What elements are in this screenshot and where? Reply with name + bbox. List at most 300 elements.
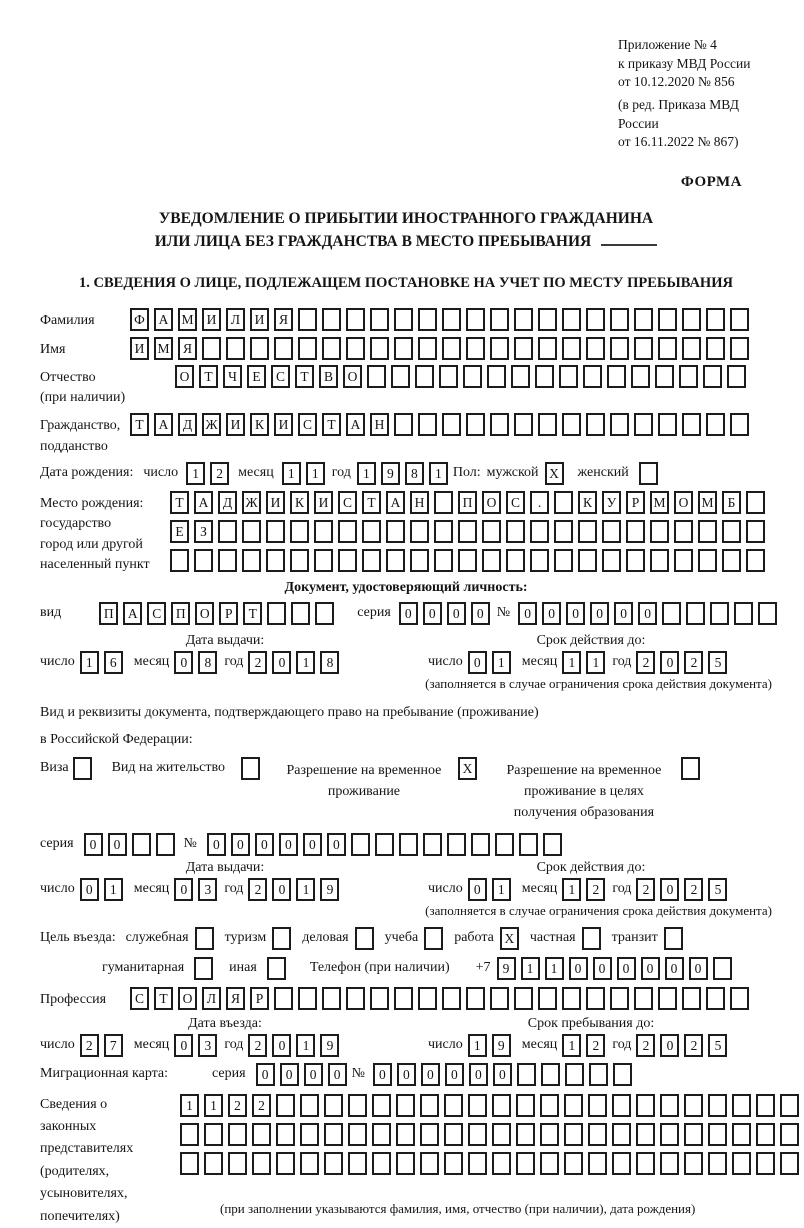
char-box[interactable] <box>602 520 621 543</box>
char-box[interactable]: 3 <box>198 1034 217 1057</box>
char-box[interactable] <box>370 337 389 360</box>
char-box[interactable] <box>636 1152 655 1175</box>
char-box[interactable] <box>682 308 701 331</box>
char-box[interactable] <box>516 1152 535 1175</box>
char-box[interactable] <box>511 365 530 388</box>
char-box[interactable]: П <box>458 491 477 514</box>
char-box[interactable] <box>602 549 621 572</box>
char-box[interactable] <box>514 413 533 436</box>
char-box[interactable] <box>730 308 749 331</box>
char-box[interactable] <box>516 1123 535 1146</box>
char-box[interactable] <box>415 365 434 388</box>
char-box[interactable] <box>367 365 386 388</box>
char-box[interactable]: 0 <box>84 833 103 856</box>
char-box[interactable]: 1 <box>296 1034 315 1057</box>
char-box[interactable] <box>482 549 501 572</box>
purpose-tourism-checkbox[interactable] <box>272 927 291 950</box>
char-box[interactable]: 0 <box>569 957 588 980</box>
char-box[interactable]: 0 <box>303 833 322 856</box>
char-box[interactable] <box>636 1123 655 1146</box>
char-box[interactable] <box>543 833 562 856</box>
char-box[interactable] <box>458 520 477 543</box>
char-box[interactable]: О <box>195 602 214 625</box>
temp-residence-checkbox[interactable]: X <box>458 757 477 780</box>
char-box[interactable]: 0 <box>593 957 612 980</box>
char-box[interactable] <box>540 1123 559 1146</box>
char-box[interactable]: 2 <box>684 651 703 674</box>
char-box[interactable] <box>674 520 693 543</box>
char-box[interactable] <box>541 1063 560 1086</box>
char-box[interactable] <box>290 520 309 543</box>
char-box[interactable] <box>612 1123 631 1146</box>
char-box[interactable] <box>530 549 549 572</box>
char-box[interactable] <box>586 308 605 331</box>
char-box[interactable] <box>372 1123 391 1146</box>
char-box[interactable]: 1 <box>492 878 511 901</box>
char-box[interactable] <box>266 549 285 572</box>
char-box[interactable]: О <box>175 365 194 388</box>
char-box[interactable] <box>538 987 557 1010</box>
char-box[interactable] <box>626 549 645 572</box>
char-box[interactable] <box>613 1063 632 1086</box>
char-box[interactable] <box>362 549 381 572</box>
char-box[interactable] <box>514 337 533 360</box>
char-box[interactable] <box>732 1094 751 1117</box>
char-box[interactable] <box>218 549 237 572</box>
char-box[interactable] <box>703 365 722 388</box>
char-box[interactable] <box>495 833 514 856</box>
char-box[interactable]: 0 <box>689 957 708 980</box>
char-box[interactable] <box>434 491 453 514</box>
char-box[interactable] <box>492 1094 511 1117</box>
char-box[interactable] <box>517 1063 536 1086</box>
char-box[interactable]: 2 <box>248 1034 267 1057</box>
char-box[interactable]: А <box>123 602 142 625</box>
char-box[interactable] <box>732 1152 751 1175</box>
char-box[interactable]: А <box>194 491 213 514</box>
char-box[interactable]: 0 <box>665 957 684 980</box>
char-box[interactable]: 2 <box>636 878 655 901</box>
char-box[interactable] <box>540 1152 559 1175</box>
char-box[interactable] <box>612 1094 631 1117</box>
char-box[interactable] <box>252 1152 271 1175</box>
char-box[interactable] <box>756 1123 775 1146</box>
char-box[interactable]: 1 <box>104 878 123 901</box>
char-box[interactable]: 5 <box>708 651 727 674</box>
char-box[interactable] <box>610 413 629 436</box>
char-box[interactable] <box>420 1152 439 1175</box>
char-box[interactable]: С <box>298 413 317 436</box>
char-box[interactable]: 5 <box>708 1034 727 1057</box>
char-box[interactable] <box>634 308 653 331</box>
char-box[interactable] <box>684 1123 703 1146</box>
char-box[interactable] <box>780 1123 799 1146</box>
char-box[interactable] <box>514 308 533 331</box>
char-box[interactable]: 0 <box>542 602 561 625</box>
char-box[interactable]: 2 <box>586 878 605 901</box>
char-box[interactable] <box>636 1094 655 1117</box>
char-box[interactable] <box>588 1123 607 1146</box>
char-box[interactable]: 5 <box>708 878 727 901</box>
char-box[interactable] <box>322 308 341 331</box>
char-box[interactable]: И <box>266 491 285 514</box>
char-box[interactable]: 9 <box>497 957 516 980</box>
char-box[interactable] <box>722 549 741 572</box>
char-box[interactable] <box>442 987 461 1010</box>
char-box[interactable] <box>250 337 269 360</box>
char-box[interactable]: Е <box>170 520 189 543</box>
char-box[interactable]: 1 <box>204 1094 223 1117</box>
char-box[interactable] <box>466 413 485 436</box>
char-box[interactable] <box>780 1152 799 1175</box>
char-box[interactable]: К <box>578 491 597 514</box>
char-box[interactable] <box>708 1152 727 1175</box>
char-box[interactable] <box>442 337 461 360</box>
char-box[interactable] <box>487 365 506 388</box>
char-box[interactable] <box>516 1094 535 1117</box>
char-box[interactable] <box>538 337 557 360</box>
char-box[interactable] <box>706 413 725 436</box>
char-box[interactable]: З <box>194 520 213 543</box>
char-box[interactable] <box>658 337 677 360</box>
char-box[interactable] <box>434 549 453 572</box>
char-box[interactable]: Т <box>243 602 262 625</box>
char-box[interactable]: 0 <box>397 1063 416 1086</box>
char-box[interactable]: 1 <box>306 462 325 485</box>
char-box[interactable] <box>756 1152 775 1175</box>
char-box[interactable]: М <box>178 308 197 331</box>
char-box[interactable]: 1 <box>521 957 540 980</box>
char-box[interactable] <box>396 1123 415 1146</box>
char-box[interactable]: 1 <box>545 957 564 980</box>
char-box[interactable]: И <box>314 491 333 514</box>
char-box[interactable] <box>634 337 653 360</box>
char-box[interactable] <box>722 520 741 543</box>
char-box[interactable] <box>180 1152 199 1175</box>
char-box[interactable] <box>418 337 437 360</box>
char-box[interactable] <box>348 1094 367 1117</box>
char-box[interactable]: 9 <box>320 1034 339 1057</box>
char-box[interactable]: И <box>250 308 269 331</box>
char-box[interactable] <box>660 1094 679 1117</box>
char-box[interactable] <box>276 1152 295 1175</box>
char-box[interactable]: 8 <box>405 462 424 485</box>
char-box[interactable] <box>562 987 581 1010</box>
char-box[interactable]: 0 <box>471 602 490 625</box>
char-box[interactable]: 8 <box>198 651 217 674</box>
char-box[interactable] <box>650 549 669 572</box>
char-box[interactable] <box>394 337 413 360</box>
purpose-humanitarian-checkbox[interactable] <box>194 957 213 980</box>
char-box[interactable] <box>490 413 509 436</box>
char-box[interactable] <box>420 1123 439 1146</box>
char-box[interactable] <box>442 308 461 331</box>
char-box[interactable] <box>346 308 365 331</box>
char-box[interactable]: Т <box>154 987 173 1010</box>
purpose-official-checkbox[interactable] <box>195 927 214 950</box>
char-box[interactable] <box>396 1152 415 1175</box>
char-box[interactable]: И <box>274 413 293 436</box>
char-box[interactable] <box>291 602 310 625</box>
char-box[interactable]: 1 <box>357 462 376 485</box>
char-box[interactable]: 0 <box>231 833 250 856</box>
char-box[interactable]: 2 <box>586 1034 605 1057</box>
char-box[interactable]: С <box>506 491 525 514</box>
char-box[interactable] <box>314 520 333 543</box>
char-box[interactable] <box>447 833 466 856</box>
char-box[interactable] <box>490 337 509 360</box>
char-box[interactable]: 0 <box>447 602 466 625</box>
char-box[interactable] <box>242 549 261 572</box>
char-box[interactable]: 9 <box>320 878 339 901</box>
sex-female-checkbox[interactable] <box>639 462 658 485</box>
char-box[interactable] <box>396 1094 415 1117</box>
char-box[interactable] <box>710 602 729 625</box>
char-box[interactable] <box>562 337 581 360</box>
char-box[interactable] <box>634 987 653 1010</box>
temp-residence-education-checkbox[interactable] <box>681 757 700 780</box>
char-box[interactable] <box>418 987 437 1010</box>
char-box[interactable] <box>204 1123 223 1146</box>
char-box[interactable]: 2 <box>228 1094 247 1117</box>
char-box[interactable]: 2 <box>636 651 655 674</box>
char-box[interactable] <box>468 1123 487 1146</box>
char-box[interactable] <box>170 549 189 572</box>
char-box[interactable]: 2 <box>636 1034 655 1057</box>
char-box[interactable] <box>686 602 705 625</box>
char-box[interactable] <box>682 987 701 1010</box>
char-box[interactable]: Р <box>626 491 645 514</box>
char-box[interactable]: 0 <box>174 651 193 674</box>
char-box[interactable]: Р <box>250 987 269 1010</box>
char-box[interactable]: 1 <box>296 651 315 674</box>
char-box[interactable] <box>351 833 370 856</box>
char-box[interactable] <box>346 337 365 360</box>
char-box[interactable] <box>266 520 285 543</box>
char-box[interactable]: И <box>202 308 221 331</box>
purpose-work-checkbox[interactable]: X <box>500 927 519 950</box>
char-box[interactable] <box>554 549 573 572</box>
char-box[interactable] <box>554 491 573 514</box>
char-box[interactable]: 0 <box>279 833 298 856</box>
char-box[interactable] <box>730 987 749 1010</box>
char-box[interactable] <box>727 365 746 388</box>
char-box[interactable] <box>530 520 549 543</box>
char-box[interactable] <box>559 365 578 388</box>
char-box[interactable] <box>506 520 525 543</box>
char-box[interactable]: 6 <box>104 651 123 674</box>
char-box[interactable] <box>228 1152 247 1175</box>
char-box[interactable]: 2 <box>684 878 703 901</box>
char-box[interactable]: С <box>130 987 149 1010</box>
char-box[interactable] <box>519 833 538 856</box>
char-box[interactable] <box>535 365 554 388</box>
char-box[interactable] <box>758 602 777 625</box>
char-box[interactable] <box>564 1123 583 1146</box>
char-box[interactable]: 2 <box>248 878 267 901</box>
char-box[interactable] <box>708 1094 727 1117</box>
char-box[interactable]: 1 <box>282 462 301 485</box>
char-box[interactable]: Л <box>202 987 221 1010</box>
char-box[interactable] <box>324 1152 343 1175</box>
char-box[interactable]: А <box>346 413 365 436</box>
char-box[interactable] <box>708 1123 727 1146</box>
char-box[interactable]: М <box>154 337 173 360</box>
char-box[interactable]: 0 <box>272 878 291 901</box>
char-box[interactable] <box>228 1123 247 1146</box>
char-box[interactable]: А <box>154 308 173 331</box>
char-box[interactable]: 1 <box>186 462 205 485</box>
char-box[interactable]: 0 <box>280 1063 299 1086</box>
char-box[interactable]: 3 <box>198 878 217 901</box>
char-box[interactable] <box>276 1123 295 1146</box>
char-box[interactable] <box>468 1152 487 1175</box>
char-box[interactable] <box>588 1152 607 1175</box>
char-box[interactable]: Т <box>170 491 189 514</box>
char-box[interactable] <box>276 1094 295 1117</box>
char-box[interactable]: 0 <box>518 602 537 625</box>
char-box[interactable] <box>562 413 581 436</box>
char-box[interactable] <box>252 1123 271 1146</box>
char-box[interactable]: 0 <box>423 602 442 625</box>
char-box[interactable] <box>386 549 405 572</box>
char-box[interactable]: 1 <box>468 1034 487 1057</box>
purpose-transit-checkbox[interactable] <box>664 927 683 950</box>
char-box[interactable] <box>410 549 429 572</box>
char-box[interactable] <box>338 520 357 543</box>
char-box[interactable]: П <box>99 602 118 625</box>
char-box[interactable] <box>394 987 413 1010</box>
char-box[interactable]: 0 <box>304 1063 323 1086</box>
char-box[interactable] <box>684 1094 703 1117</box>
char-box[interactable]: 0 <box>421 1063 440 1086</box>
char-box[interactable]: . <box>530 491 549 514</box>
char-box[interactable]: 0 <box>617 957 636 980</box>
char-box[interactable] <box>439 365 458 388</box>
char-box[interactable]: Ф <box>130 308 149 331</box>
char-box[interactable]: 0 <box>174 1034 193 1057</box>
char-box[interactable]: И <box>226 413 245 436</box>
char-box[interactable] <box>679 365 698 388</box>
char-box[interactable] <box>564 1152 583 1175</box>
char-box[interactable] <box>298 308 317 331</box>
char-box[interactable]: 1 <box>562 878 581 901</box>
char-box[interactable] <box>444 1123 463 1146</box>
char-box[interactable] <box>564 1094 583 1117</box>
char-box[interactable] <box>156 833 175 856</box>
char-box[interactable]: Б <box>722 491 741 514</box>
char-box[interactable]: О <box>482 491 501 514</box>
char-box[interactable] <box>660 1123 679 1146</box>
char-box[interactable]: 1 <box>180 1094 199 1117</box>
char-box[interactable] <box>322 987 341 1010</box>
char-box[interactable]: 0 <box>660 1034 679 1057</box>
char-box[interactable] <box>180 1123 199 1146</box>
char-box[interactable] <box>538 308 557 331</box>
char-box[interactable]: Н <box>370 413 389 436</box>
char-box[interactable] <box>466 987 485 1010</box>
char-box[interactable]: Н <box>410 491 429 514</box>
char-box[interactable] <box>684 1152 703 1175</box>
char-box[interactable]: 1 <box>429 462 448 485</box>
char-box[interactable] <box>242 520 261 543</box>
char-box[interactable] <box>682 413 701 436</box>
char-box[interactable] <box>734 602 753 625</box>
char-box[interactable] <box>370 987 389 1010</box>
char-box[interactable] <box>471 833 490 856</box>
char-box[interactable] <box>394 308 413 331</box>
char-box[interactable] <box>346 987 365 1010</box>
char-box[interactable]: А <box>154 413 173 436</box>
char-box[interactable]: 2 <box>248 651 267 674</box>
char-box[interactable]: М <box>698 491 717 514</box>
purpose-other-checkbox[interactable] <box>267 957 286 980</box>
char-box[interactable]: Т <box>322 413 341 436</box>
char-box[interactable] <box>746 520 765 543</box>
char-box[interactable] <box>583 365 602 388</box>
char-box[interactable] <box>490 987 509 1010</box>
char-box[interactable]: 0 <box>272 651 291 674</box>
char-box[interactable] <box>492 1123 511 1146</box>
char-box[interactable] <box>706 337 725 360</box>
char-box[interactable] <box>418 413 437 436</box>
char-box[interactable]: 2 <box>252 1094 271 1117</box>
char-box[interactable]: Д <box>178 413 197 436</box>
char-box[interactable] <box>444 1094 463 1117</box>
char-box[interactable] <box>290 549 309 572</box>
char-box[interactable]: Я <box>178 337 197 360</box>
char-box[interactable]: Я <box>274 308 293 331</box>
char-box[interactable] <box>324 1123 343 1146</box>
char-box[interactable] <box>586 413 605 436</box>
char-box[interactable] <box>322 337 341 360</box>
char-box[interactable] <box>586 987 605 1010</box>
char-box[interactable]: 0 <box>399 602 418 625</box>
char-box[interactable] <box>463 365 482 388</box>
char-box[interactable]: 0 <box>80 878 99 901</box>
char-box[interactable] <box>650 520 669 543</box>
char-box[interactable] <box>274 337 293 360</box>
char-box[interactable] <box>399 833 418 856</box>
char-box[interactable] <box>375 833 394 856</box>
char-box[interactable] <box>410 520 429 543</box>
char-box[interactable] <box>634 413 653 436</box>
char-box[interactable] <box>514 987 533 1010</box>
char-box[interactable] <box>394 413 413 436</box>
char-box[interactable]: 0 <box>328 1063 347 1086</box>
char-box[interactable] <box>300 1094 319 1117</box>
char-box[interactable] <box>274 987 293 1010</box>
sex-male-checkbox[interactable]: X <box>545 462 564 485</box>
char-box[interactable]: 0 <box>638 602 657 625</box>
char-box[interactable] <box>698 520 717 543</box>
char-box[interactable] <box>338 549 357 572</box>
char-box[interactable] <box>372 1152 391 1175</box>
char-box[interactable]: 9 <box>381 462 400 485</box>
char-box[interactable] <box>554 520 573 543</box>
purpose-study-checkbox[interactable] <box>424 927 443 950</box>
char-box[interactable] <box>706 308 725 331</box>
char-box[interactable]: М <box>650 491 669 514</box>
char-box[interactable]: 2 <box>210 462 229 485</box>
char-box[interactable]: О <box>343 365 362 388</box>
char-box[interactable]: 7 <box>104 1034 123 1057</box>
char-box[interactable]: К <box>290 491 309 514</box>
char-box[interactable]: О <box>674 491 693 514</box>
char-box[interactable]: 9 <box>492 1034 511 1057</box>
char-box[interactable]: И <box>130 337 149 360</box>
char-box[interactable]: Т <box>130 413 149 436</box>
